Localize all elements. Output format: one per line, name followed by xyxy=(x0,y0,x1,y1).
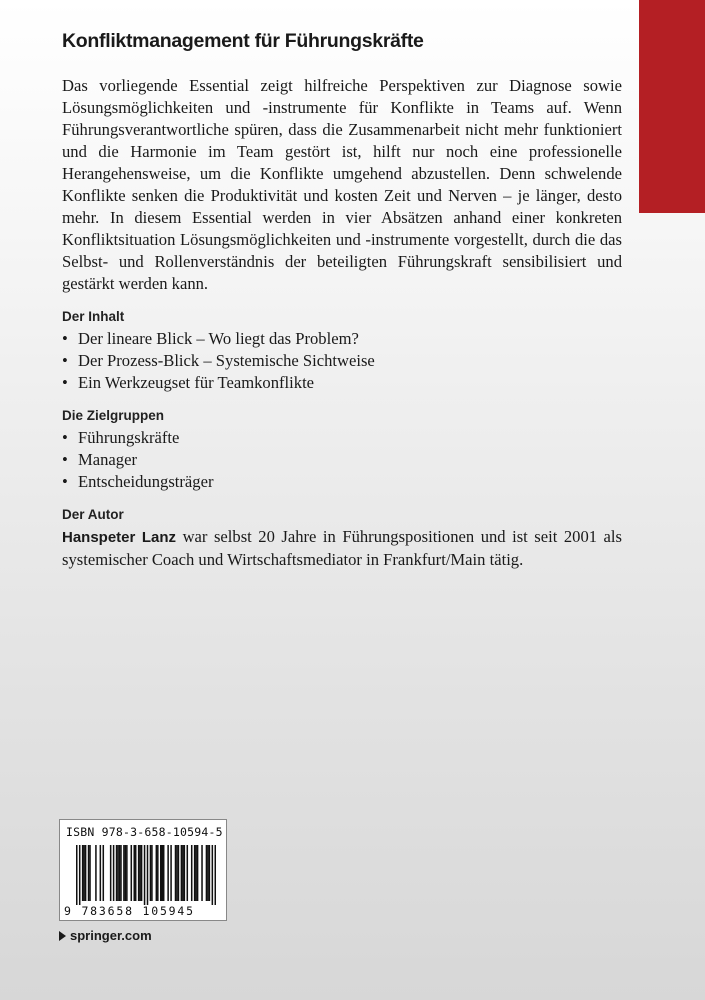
barcode-bar xyxy=(194,845,196,901)
barcode-bar xyxy=(191,845,193,901)
barcode-bar xyxy=(141,845,143,901)
barcode-bar xyxy=(163,845,165,901)
barcode-bar xyxy=(113,845,115,901)
barcode-bar xyxy=(212,845,214,905)
barcode-bar xyxy=(195,845,197,901)
barcode-bar xyxy=(207,845,209,901)
barcode-bar xyxy=(133,845,135,901)
barcode-bar xyxy=(215,845,216,905)
barcode-bar xyxy=(139,845,141,901)
barcode-bar xyxy=(119,845,121,901)
barcode-bar xyxy=(209,845,211,901)
barcode-bar xyxy=(187,845,189,901)
barcode-bar xyxy=(181,845,183,901)
contents-item-2: Der Prozess-Blick – Systemische Sichtweise xyxy=(78,351,375,370)
audience-heading: Die Zielgruppen xyxy=(62,408,165,423)
list-item xyxy=(62,350,622,372)
barcode-bar xyxy=(82,845,84,901)
barcode-bar xyxy=(89,845,91,901)
barcode-bar xyxy=(79,845,81,905)
audience-list xyxy=(62,427,622,493)
list-item xyxy=(62,328,622,350)
list-item xyxy=(62,449,622,471)
audience-item-1: Führungskräfte xyxy=(78,428,180,447)
bullet-icon: • xyxy=(62,472,68,491)
barcode-bar xyxy=(178,845,180,901)
barcode-bar xyxy=(170,845,172,901)
barcode-bar xyxy=(123,845,125,901)
audience-item-2: Manager xyxy=(78,450,137,469)
barcode-bar xyxy=(116,845,118,901)
website-text: springer.com xyxy=(70,928,152,943)
barcode-bar xyxy=(131,845,133,901)
barcode-bar xyxy=(76,845,78,905)
author-name: Hanspeter Lanz xyxy=(62,529,177,546)
barcode-bar xyxy=(147,845,149,905)
bullet-icon: • xyxy=(62,428,68,447)
barcode-bar xyxy=(120,845,122,901)
bullet-icon: • xyxy=(62,373,68,392)
contents-list xyxy=(62,328,622,394)
barcode-bar xyxy=(144,845,146,905)
contents-item-3: Ein Werkzeugset für Teamkonflikte xyxy=(78,373,315,392)
barcode-bar xyxy=(151,845,153,901)
barcode-bar xyxy=(135,845,137,901)
list-item xyxy=(62,427,622,449)
barcode-bar xyxy=(167,845,169,901)
bullet-icon: • xyxy=(62,450,68,469)
audience-item-3: Entscheidungsträger xyxy=(78,472,214,491)
barcode-bar xyxy=(138,845,140,901)
arrow-right-icon xyxy=(59,931,66,941)
barcode-bar xyxy=(175,845,177,901)
barcode-bar xyxy=(110,845,112,901)
barcode-bar xyxy=(125,845,127,901)
list-item xyxy=(62,471,622,493)
publisher-website[interactable] xyxy=(59,928,152,943)
ean-digits: 9 783658 105945 xyxy=(64,904,195,918)
barcode-bars xyxy=(76,845,216,905)
barcode-bar xyxy=(150,845,152,901)
barcode-bar xyxy=(176,845,178,901)
isbn-barcode xyxy=(59,819,227,921)
barcode-bar xyxy=(95,845,97,901)
contents-heading: Der Inhalt xyxy=(62,309,125,324)
back-cover-content xyxy=(62,30,622,571)
book-description: Das vorliegende Essential zeigt hilfreiche Perspektiven zur Diagnose sowie Lösungsmöglichkeiten und -instrumente für Konflikte in Teams auf. Wenn Führungsverantwortliche spüren, dass die Zusammenarbeit nicht mehr funktioniert und die Harmonie im Team gestört ist, hilft nur noch eine professionelle Herangehensweise, um die Konflikte umgehend abzustellen. Denn schwelende Konflikte senken die Produktivität und kosten Zeit und Nerven – je länger, desto mehr. In diesem Essential werden in vier Absätzen anhand einer konkreten Konfliktsituation Lösungsmöglichkeiten und -instrumente vorgestellt, durch die das Selbst- und Rollenverständnis der beteiligten Führungskraft sensibilisiert und gestärkt werden kann. xyxy=(62,76,622,293)
bullet-icon: • xyxy=(62,351,68,370)
book-title: Konfliktmanagement für Führungskräfte xyxy=(62,30,424,52)
barcode-bar xyxy=(117,845,119,901)
author-bio xyxy=(62,526,622,571)
author-bio-text: war selbst 20 Jahre in Führungspositionen und ist seit 2001 als systemischer Coach und Wirtschaftsmediator in Frankfurt/Main tätig. xyxy=(62,527,622,569)
barcode-bar xyxy=(161,845,163,901)
isbn-label: ISBN 978-3-658-10594-5 xyxy=(66,825,223,839)
barcode-bar xyxy=(100,845,102,901)
red-accent-bar xyxy=(639,0,705,213)
barcode-bar xyxy=(85,845,87,901)
barcode-bar xyxy=(156,845,158,901)
barcode-bar xyxy=(201,845,203,901)
barcode-bar xyxy=(157,845,159,901)
list-item xyxy=(62,372,622,394)
bullet-icon: • xyxy=(62,329,68,348)
barcode-bar xyxy=(182,845,184,901)
barcode-bar xyxy=(160,845,162,901)
barcode-bar xyxy=(83,845,85,901)
author-heading: Der Autor xyxy=(62,507,124,522)
contents-item-1: Der lineare Blick – Wo liegt das Problem? xyxy=(78,329,359,348)
barcode-bar xyxy=(88,845,90,901)
barcode-bar xyxy=(126,845,128,901)
barcode-bar xyxy=(197,845,199,901)
barcode-bar xyxy=(184,845,186,901)
barcode-bar xyxy=(103,845,105,901)
barcode-bar xyxy=(206,845,208,901)
